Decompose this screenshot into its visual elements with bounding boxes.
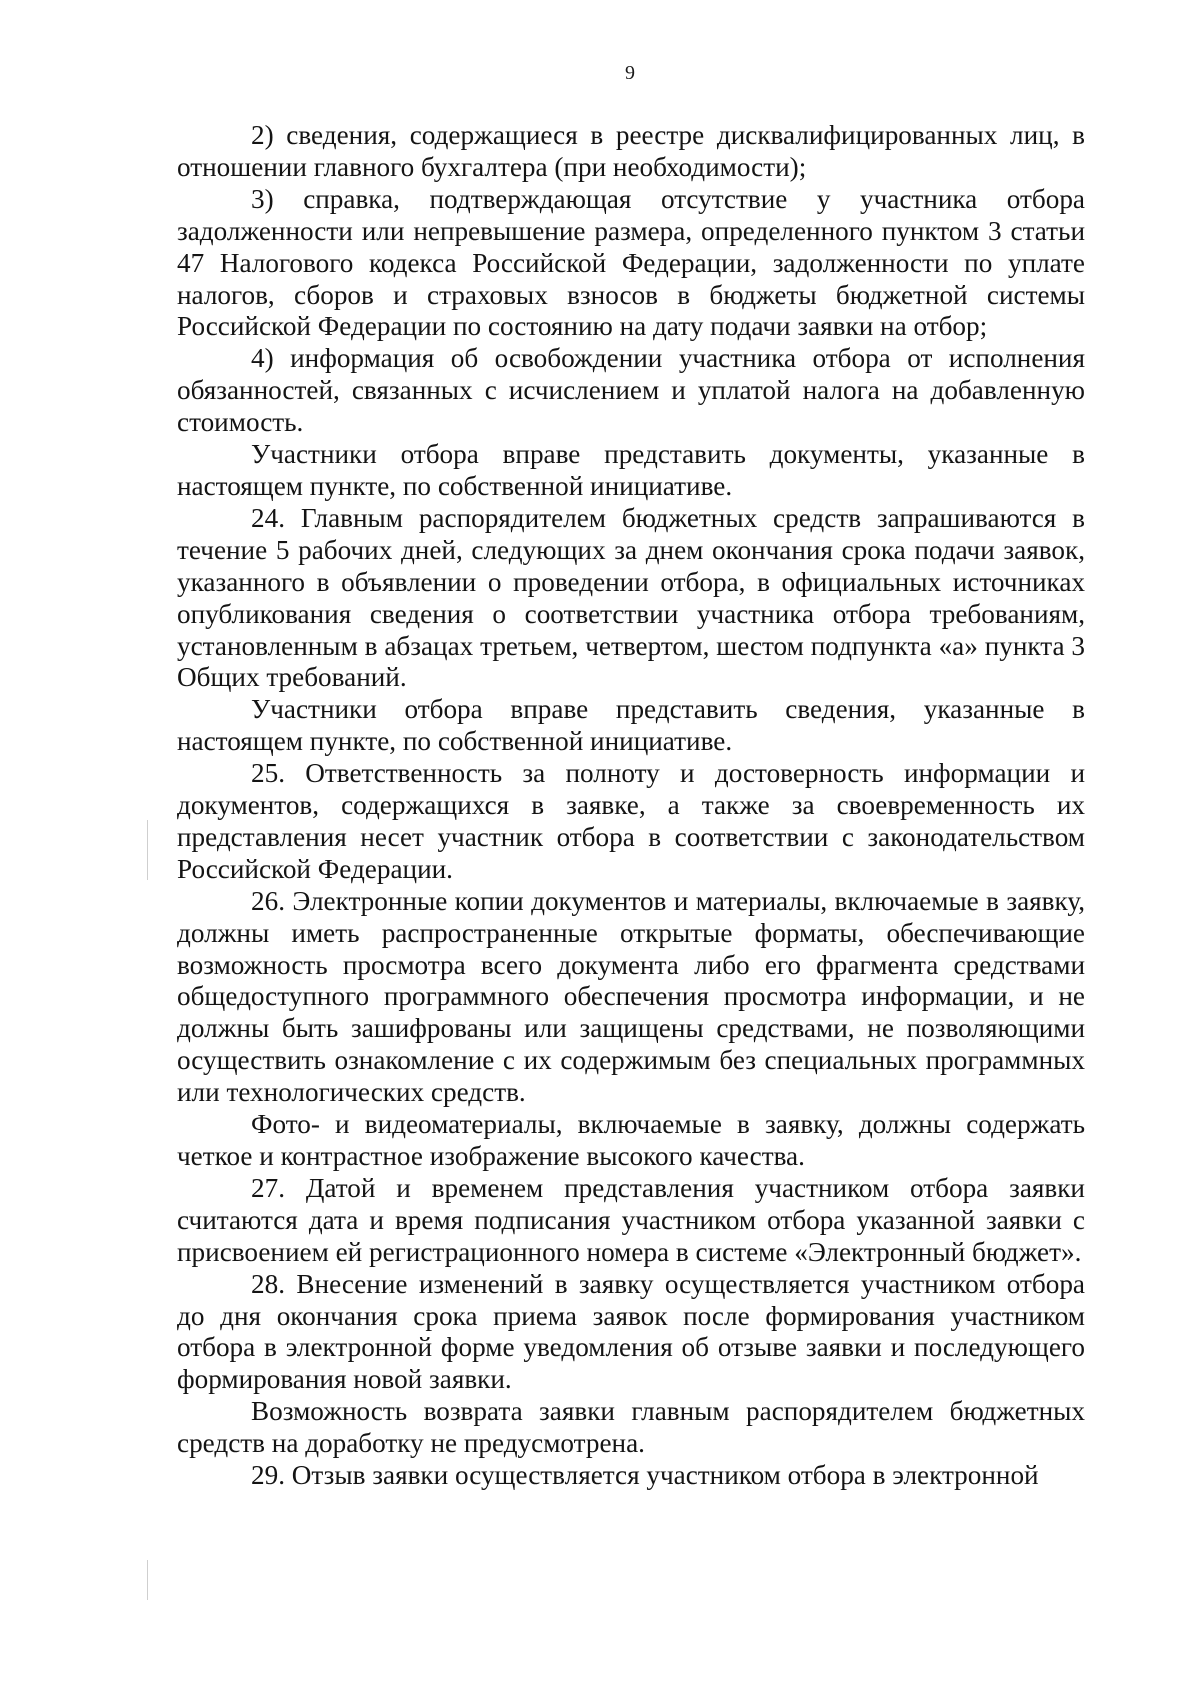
paragraph-item-4: 4) информация об освобождении участника отбора от исполнения обязанностей, связанных с исчислением и уплатой налога на добавленную стоимость. (177, 343, 1085, 438)
paragraph-clause-28: 28. Внесение изменений в заявку осуществляется участником отбора до дня окончания срока приема заявок после формирования участником отбора в электронной форме уведомления об отзыве заявки и последующего формирования новой заявки. (177, 1268, 1085, 1395)
paragraph-return-not-provided: Возможность возврата заявки главным распорядителем бюджетных средств на доработку не предусмотрена. (177, 1396, 1085, 1459)
paragraph-clause-27: 27. Датой и временем представления участником отбора заявки считаются дата и время подписания участником отбора указанной заявки с присвоением ей регистрационного номера в системе «Электронный бюджет». (177, 1172, 1085, 1267)
paragraph-item-2: 2) сведения, содержащиеся в реестре дисквалифицированных лиц, в отношении главного бухгалтера (при необходимости); (177, 120, 1085, 182)
paragraph-clause-26: 26. Электронные копии документов и материалы, включаемые в заявку, должны иметь распространенные открытые форматы, обеспечивающие возможность просмотра всего документа либо его фрагмента средствами общедоступного программного обеспечения просмотра информации, и не должны быть зашифрованы или защищены средствами, не позволяющими осуществить ознакомление с их содержимым без специальных программных или технологических средств. (177, 885, 1085, 1108)
paragraph-clause-29: 29. Отзыв заявки осуществляется участником отбора в электронной (251, 1460, 1039, 1491)
page-number: 9 (625, 62, 635, 84)
document-body (177, 120, 1085, 1492)
paragraph-item-3: 3) справка, подтверждающая отсутствие у участника отбора задолженности или непревышение размера, определенного пунктом 3 статьи 47 Налогового кодекса Российской Федерации, задолженности по уплате налогов, сборов и страховых взносов в бюджеты бюджетной системы Российской Федерации по состоянию на дату подачи заявки на отбор; (177, 183, 1085, 342)
paragraph-clause-24: 24. Главным распорядителем бюджетных средств запрашиваются в течение 5 рабочих дней, следующих за днем окончания срока подачи заявок, указанного в объявлении о проведении отбора, в официальных источниках опубликования сведения о соответствии участника отбора требованиям, установленным в абзацах третьем, четвертом, шестом подпункта «а» пункта 3 Общих требований. (177, 502, 1085, 693)
paragraph-photo-video: Фото- и видеоматериалы, включаемые в заявку, должны содержать четкое и контрастное изображение высокого качества. (177, 1109, 1085, 1171)
paragraph-participants-information: Участники отбора вправе представить сведения, указанные в настоящем пункте, по собственной инициативе. (177, 694, 1085, 757)
paragraph-clause-25: 25. Ответственность за полноту и достоверность информации и документов, содержащихся в заявке, а также за своевременность их представления несет участник отбора в соответствии с законодательством Российской Федерации. (177, 758, 1085, 884)
scan-margin-mark (147, 1560, 148, 1600)
scan-margin-mark (147, 820, 148, 880)
paragraph-participants-documents: Участники отбора вправе представить документы, указанные в настоящем пункте, по собственной инициативе. (177, 439, 1085, 501)
